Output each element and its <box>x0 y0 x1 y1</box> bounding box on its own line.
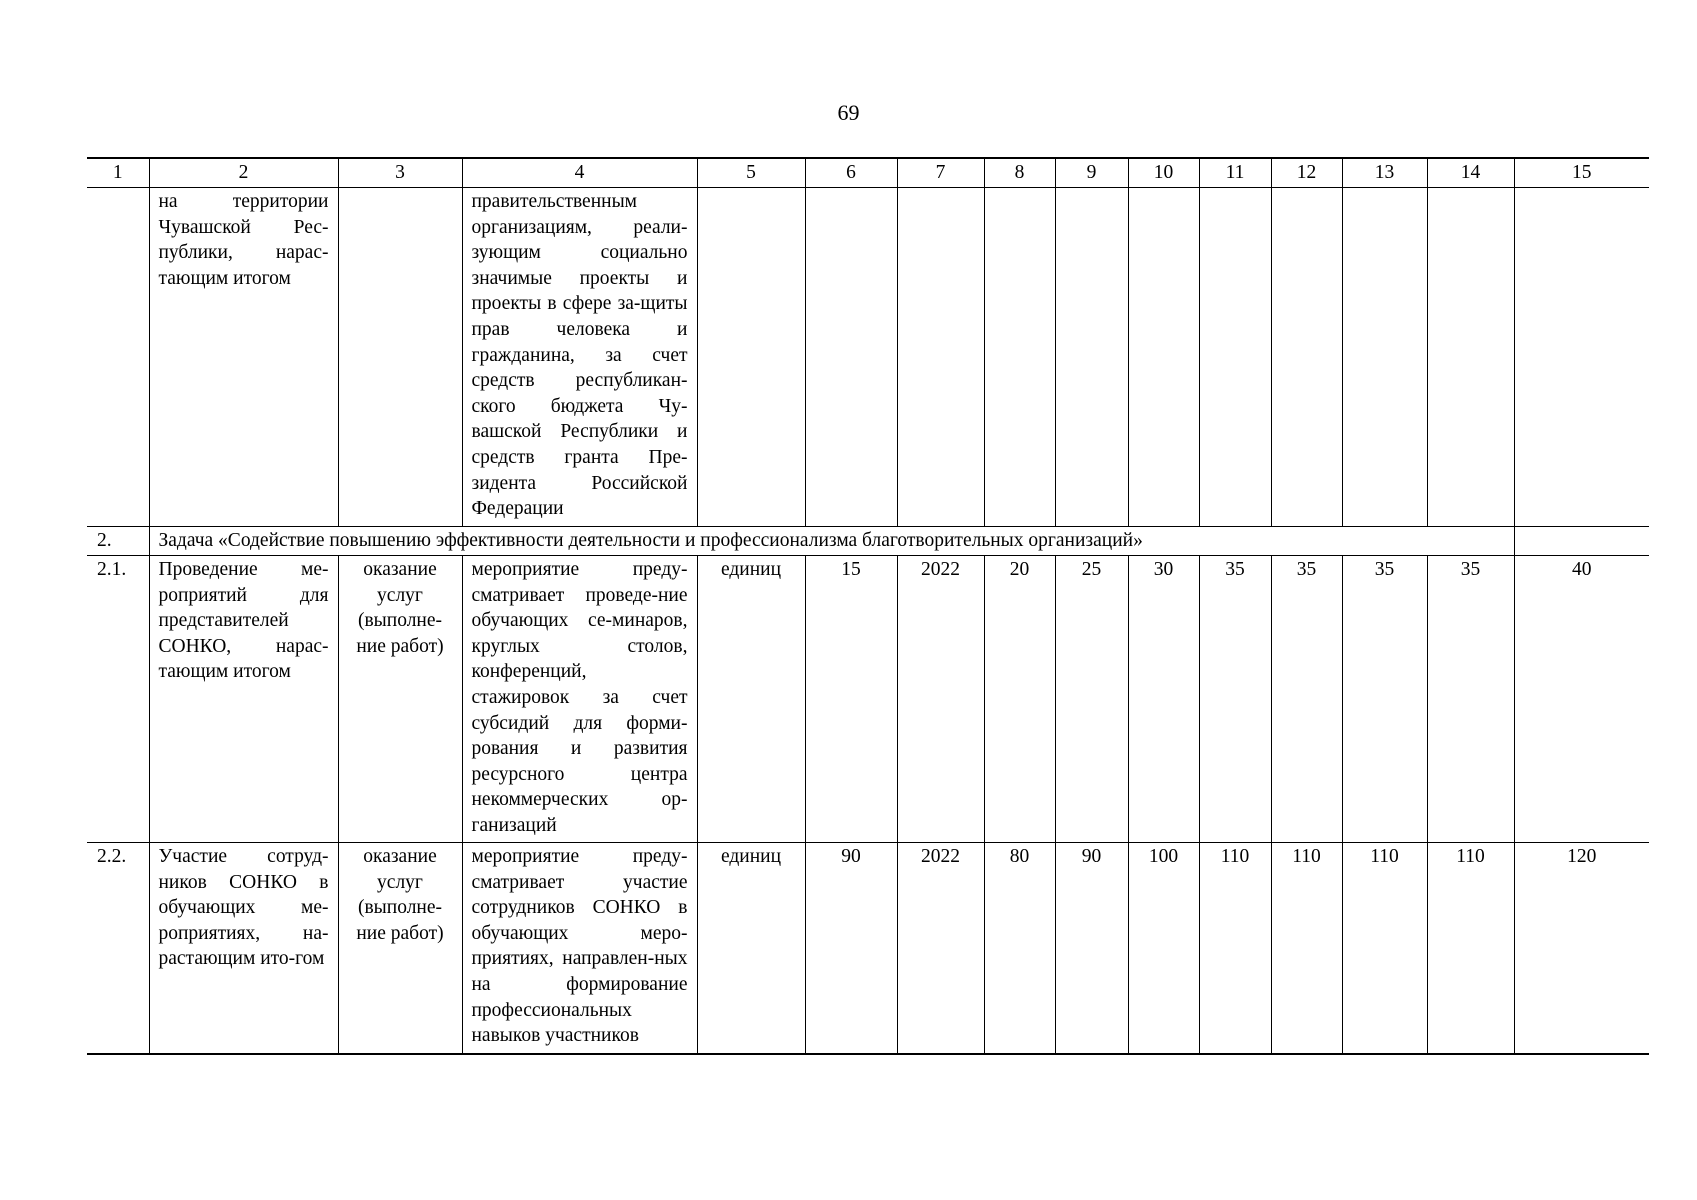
column-number: 3 <box>338 158 462 188</box>
table-row <box>87 556 1649 843</box>
task-row <box>87 527 1649 556</box>
type-cell: оказание услуг (выполне-ние работ) <box>338 843 462 1054</box>
unit-cell: единиц <box>697 556 805 843</box>
page-number: 69 <box>837 100 860 125</box>
value-cell: 25 <box>1055 556 1128 843</box>
base-year-cell: 2022 <box>897 556 984 843</box>
column-number: 2 <box>149 158 338 188</box>
value-cell: 35 <box>1199 556 1271 843</box>
base-year-cell: 2022 <box>897 843 984 1054</box>
row-number: 2. <box>87 527 149 556</box>
table-row <box>87 843 1649 1054</box>
indicator-cell: Проведение ме-роприятий для представителей СОНКО, нарас-тающим итогом <box>149 556 338 843</box>
type-cell: оказание услуг (выполне-ние работ) <box>338 556 462 843</box>
value-cell: 90 <box>1055 843 1128 1054</box>
value-cell: 80 <box>984 843 1055 1054</box>
row-number: 2.2. <box>87 843 149 1054</box>
value-cell: 120 <box>1514 843 1649 1054</box>
column-number: 8 <box>984 158 1055 188</box>
row-number: 2.1. <box>87 556 149 843</box>
column-number: 5 <box>697 158 805 188</box>
column-number: 11 <box>1199 158 1271 188</box>
value-cell: 35 <box>1427 556 1514 843</box>
task-heading: Задача «Содействие повышению эффективности деятельности и профессионализма благотворительных организаций» <box>149 527 1514 556</box>
column-number: 12 <box>1271 158 1342 188</box>
value-cell: 110 <box>1271 843 1342 1054</box>
column-number: 4 <box>462 158 697 188</box>
continuation-row <box>87 188 1649 527</box>
indicator-cell: Участие сотруд-ников СОНКО в обучающих ме-роприятиях, на-растающим ито-гом <box>149 843 338 1054</box>
column-number: 13 <box>1342 158 1427 188</box>
value-cell: 110 <box>1427 843 1514 1054</box>
column-number: 9 <box>1055 158 1128 188</box>
column-number: 15 <box>1514 158 1649 188</box>
value-cell: 110 <box>1342 843 1427 1054</box>
indicator-cell: на территории Чувашской Рес-публики, нарас-тающим итогом <box>149 188 338 527</box>
description-cell: правительственным организациям, реали-зующим социально значимые проекты и проекты в сфере за-щиты прав человека и гражданина, за счет средств республикан-ского бюджета Чу-вашской Республики и средств гранта Пре-зидента Российской Федерации <box>462 188 697 527</box>
column-number: 1 <box>87 158 149 188</box>
column-number: 10 <box>1128 158 1199 188</box>
base-value-cell: 90 <box>805 843 897 1054</box>
column-number-row <box>87 158 1649 188</box>
value-cell: 35 <box>1342 556 1427 843</box>
value-cell: 20 <box>984 556 1055 843</box>
base-value-cell: 15 <box>805 556 897 843</box>
description-cell: мероприятие преду-сматривает участие сотрудников СОНКО в обучающих меро-приятиях, направлен-ных на формирование профессиональных навыков участников <box>462 843 697 1054</box>
value-cell: 40 <box>1514 556 1649 843</box>
value-cell: 30 <box>1128 556 1199 843</box>
description-cell: мероприятие преду-сматривает проведе-ние обучающих се-минаров, круглых столов, конференций, стажировок за счет субсидий для форми-рования и развития ресурсного центра некоммерческих ор-ганизаций <box>462 556 697 843</box>
unit-cell: единиц <box>697 843 805 1054</box>
column-number: 14 <box>1427 158 1514 188</box>
value-cell: 110 <box>1199 843 1271 1054</box>
targets-table <box>87 157 1649 1055</box>
column-number: 7 <box>897 158 984 188</box>
column-number: 6 <box>805 158 897 188</box>
value-cell: 100 <box>1128 843 1199 1054</box>
value-cell: 35 <box>1271 556 1342 843</box>
